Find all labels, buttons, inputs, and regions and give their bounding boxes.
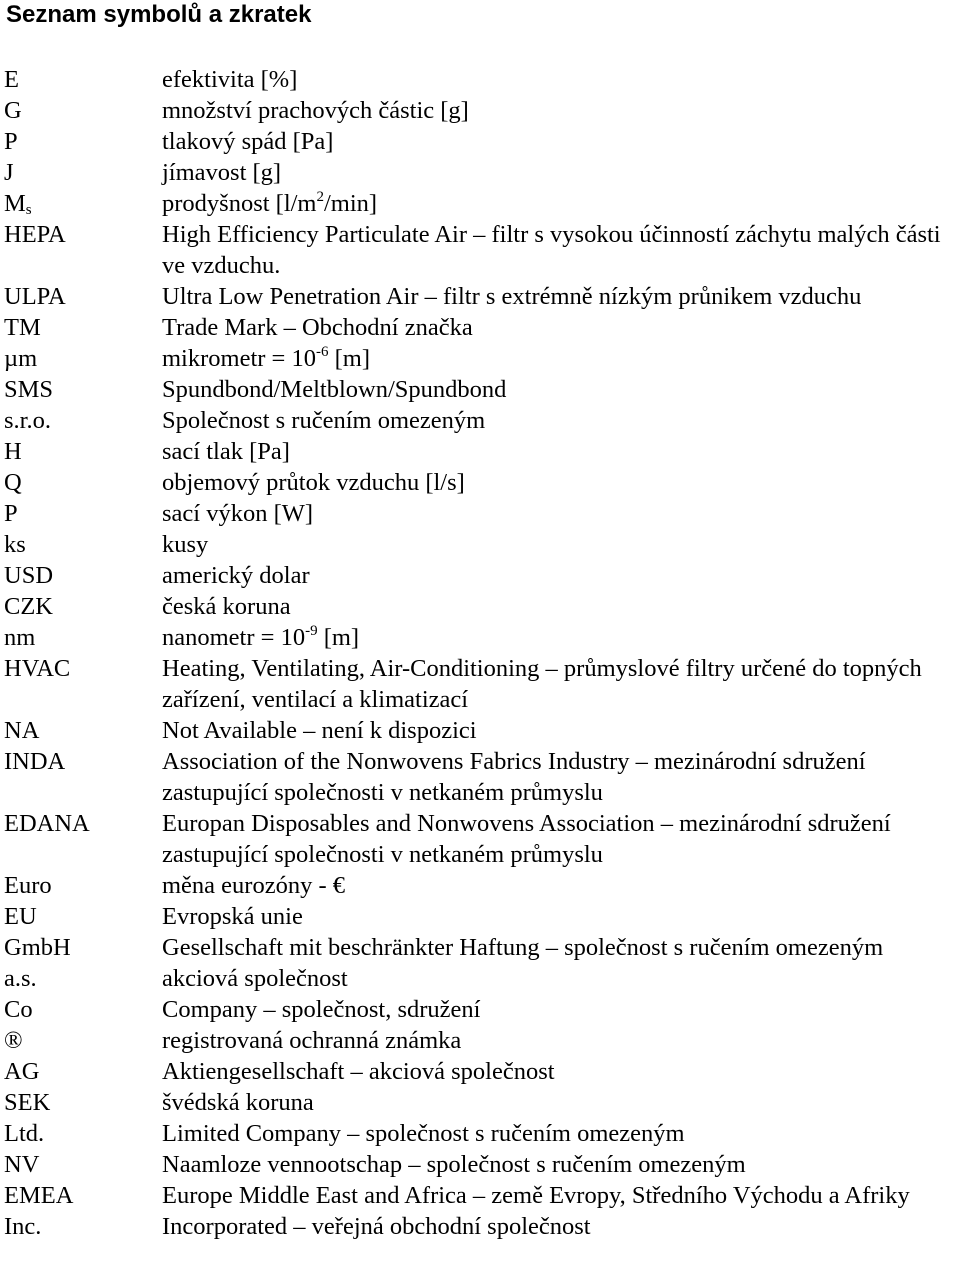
abbreviation-row bbox=[4, 653, 960, 715]
definition: Europe Middle East and Africa – země Evropy, Středního Východu a Afriky bbox=[162, 1182, 910, 1209]
abbreviation-row bbox=[4, 188, 960, 219]
abbreviation-row bbox=[4, 374, 960, 405]
definition: Společnost s ručením omezeným bbox=[162, 407, 486, 434]
abbreviation: INDA bbox=[4, 748, 66, 775]
abbreviation-row bbox=[4, 405, 960, 436]
abbreviation: P bbox=[4, 500, 18, 527]
abbreviation-row bbox=[4, 746, 960, 808]
registered-mark-icon: ® bbox=[4, 1027, 23, 1054]
abbreviation: ULPA bbox=[4, 283, 66, 310]
page-title: Seznam symbolů a zkratek bbox=[6, 1, 312, 28]
abbreviation: GmbH bbox=[4, 934, 71, 961]
definition-superscript: -9 bbox=[305, 623, 318, 639]
definition: Association of the Nonwovens Fabrics Industry – mezinárodní sdružení zastupující společnosti v netkaném průmyslu bbox=[162, 748, 866, 806]
abbreviation: P bbox=[4, 128, 18, 155]
definition-text: mikrometr = 10 bbox=[162, 345, 316, 372]
definition: Heating, Ventilating, Air-Conditioning – průmyslové filtry určené do topných zařízení, ventilací a klimatizací bbox=[162, 655, 922, 713]
abbreviation: NA bbox=[4, 717, 40, 744]
definition: Limited Company – společnost s ručením omezeným bbox=[162, 1120, 685, 1147]
abbreviation-row bbox=[4, 219, 960, 281]
abbreviation-row bbox=[4, 157, 960, 188]
definition: měna eurozóny - € bbox=[162, 872, 345, 899]
abbreviation: NV bbox=[4, 1151, 40, 1178]
abbreviation: ks bbox=[4, 531, 26, 558]
abbreviation: G bbox=[4, 97, 22, 124]
abbreviation: E bbox=[4, 66, 19, 93]
abbreviation: Co bbox=[4, 996, 33, 1023]
definition-text: prodyšnost [l/m bbox=[162, 190, 317, 217]
abbreviation: EU bbox=[4, 903, 37, 930]
abbreviation-row bbox=[4, 343, 960, 374]
definition bbox=[162, 188, 960, 219]
definition: Not Available – není k dispozici bbox=[162, 717, 477, 744]
abbreviation-row bbox=[4, 622, 960, 653]
abbreviation: USD bbox=[4, 562, 54, 589]
abbreviation-row bbox=[4, 1056, 960, 1087]
abbreviation-row bbox=[4, 994, 960, 1025]
definition: Ultra Low Penetration Air – filtr s extrémně nízkým průnikem vzduchu bbox=[162, 283, 862, 310]
definition bbox=[162, 343, 960, 374]
abbreviation-row bbox=[4, 963, 960, 994]
abbreviation: Inc. bbox=[4, 1213, 42, 1240]
definition: High Efficiency Particulate Air – filtr s vysokou účinností záchytu malých části ve vzduchu. bbox=[162, 221, 941, 279]
definition-superscript: 2 bbox=[316, 189, 324, 205]
definition bbox=[162, 622, 960, 653]
abbreviation-row bbox=[4, 1025, 960, 1056]
definition: Aktiengesellschaft – akciová společnost bbox=[162, 1058, 555, 1085]
abbreviation-subscript: s bbox=[25, 202, 32, 218]
abbreviation-row bbox=[4, 95, 960, 126]
definition: Incorporated – veřejná obchodní společnost bbox=[162, 1213, 591, 1240]
abbreviation: HVAC bbox=[4, 655, 71, 682]
definition-text-after: [m] bbox=[317, 624, 360, 651]
abbreviation-row bbox=[4, 1118, 960, 1149]
abbreviation: µm bbox=[4, 345, 38, 372]
abbreviation: SEK bbox=[4, 1089, 51, 1116]
definition: tlakový spád [Pa] bbox=[162, 128, 334, 155]
abbreviation: SMS bbox=[4, 376, 54, 403]
abbreviation-row bbox=[4, 467, 960, 498]
definition: sací výkon [W] bbox=[162, 500, 314, 527]
abbreviation: Ltd. bbox=[4, 1120, 45, 1147]
abbreviation: H bbox=[4, 438, 22, 465]
definition: Naamloze vennootschap – společnost s ručením omezeným bbox=[162, 1151, 746, 1178]
abbreviation-row bbox=[4, 1180, 960, 1211]
definition: Gesellschaft mit beschränkter Haftung – společnost s ručením omezeným bbox=[162, 934, 884, 961]
definition: Company – společnost, sdružení bbox=[162, 996, 481, 1023]
definition: švédská koruna bbox=[162, 1089, 314, 1116]
abbreviation: TM bbox=[4, 314, 41, 341]
abbreviation: HEPA bbox=[4, 221, 66, 248]
abbreviation: s.r.o. bbox=[4, 407, 51, 434]
definition: Europan Disposables and Nonwovens Association – mezinárodní sdružení zastupující společnosti v netkaném průmyslu bbox=[162, 810, 891, 868]
abbreviation-row bbox=[4, 281, 960, 312]
definition: jímavost [g] bbox=[162, 159, 282, 186]
definition-text-after: /min] bbox=[324, 190, 378, 217]
definition: Spundbond/Meltblown/Spundbond bbox=[162, 376, 507, 403]
definition: sací tlak [Pa] bbox=[162, 438, 290, 465]
abbreviation: Q bbox=[4, 469, 22, 496]
abbreviation-row bbox=[4, 1149, 960, 1180]
abbreviation-row bbox=[4, 498, 960, 529]
abbreviation: CZK bbox=[4, 593, 53, 620]
abbreviation-list bbox=[4, 64, 960, 1242]
definition: Evropská unie bbox=[162, 903, 303, 930]
abbreviation: EDANA bbox=[4, 810, 90, 837]
abbreviation: Euro bbox=[4, 872, 52, 899]
abbreviation: J bbox=[4, 159, 14, 186]
abbreviation: AG bbox=[4, 1058, 40, 1085]
abbreviation-row bbox=[4, 64, 960, 95]
abbreviation-row bbox=[4, 312, 960, 343]
definition-superscript: -6 bbox=[316, 344, 329, 360]
abbreviation-row bbox=[4, 591, 960, 622]
definition: registrovaná ochranná známka bbox=[162, 1027, 462, 1054]
abbreviation-row bbox=[4, 715, 960, 746]
abbreviation: nm bbox=[4, 624, 36, 651]
definition-text: nanometr = 10 bbox=[162, 624, 306, 651]
definition-text-after: [m] bbox=[328, 345, 370, 372]
abbreviation-base: M bbox=[4, 190, 26, 217]
abbreviation bbox=[4, 188, 32, 219]
abbreviation-row bbox=[4, 436, 960, 467]
abbreviation-row bbox=[4, 126, 960, 157]
definition: americký dolar bbox=[162, 562, 310, 589]
abbreviation-row bbox=[4, 529, 960, 560]
definition: množství prachových částic [g] bbox=[162, 97, 469, 124]
abbreviation-row bbox=[4, 870, 960, 901]
abbreviation: a.s. bbox=[4, 965, 37, 992]
abbreviation-row bbox=[4, 560, 960, 591]
definition: kusy bbox=[162, 531, 209, 558]
abbreviation-row bbox=[4, 932, 960, 963]
definition: Trade Mark – Obchodní značka bbox=[162, 314, 473, 341]
definition: česká koruna bbox=[162, 593, 291, 620]
abbreviation-row bbox=[4, 808, 960, 870]
abbreviation-row bbox=[4, 901, 960, 932]
definition: efektivita [%] bbox=[162, 66, 298, 93]
definition: objemový průtok vzduchu [l/s] bbox=[162, 469, 465, 496]
abbreviation-row bbox=[4, 1087, 960, 1118]
abbreviation: EMEA bbox=[4, 1182, 74, 1209]
abbreviation-row bbox=[4, 1211, 960, 1242]
definition: akciová společnost bbox=[162, 965, 348, 992]
